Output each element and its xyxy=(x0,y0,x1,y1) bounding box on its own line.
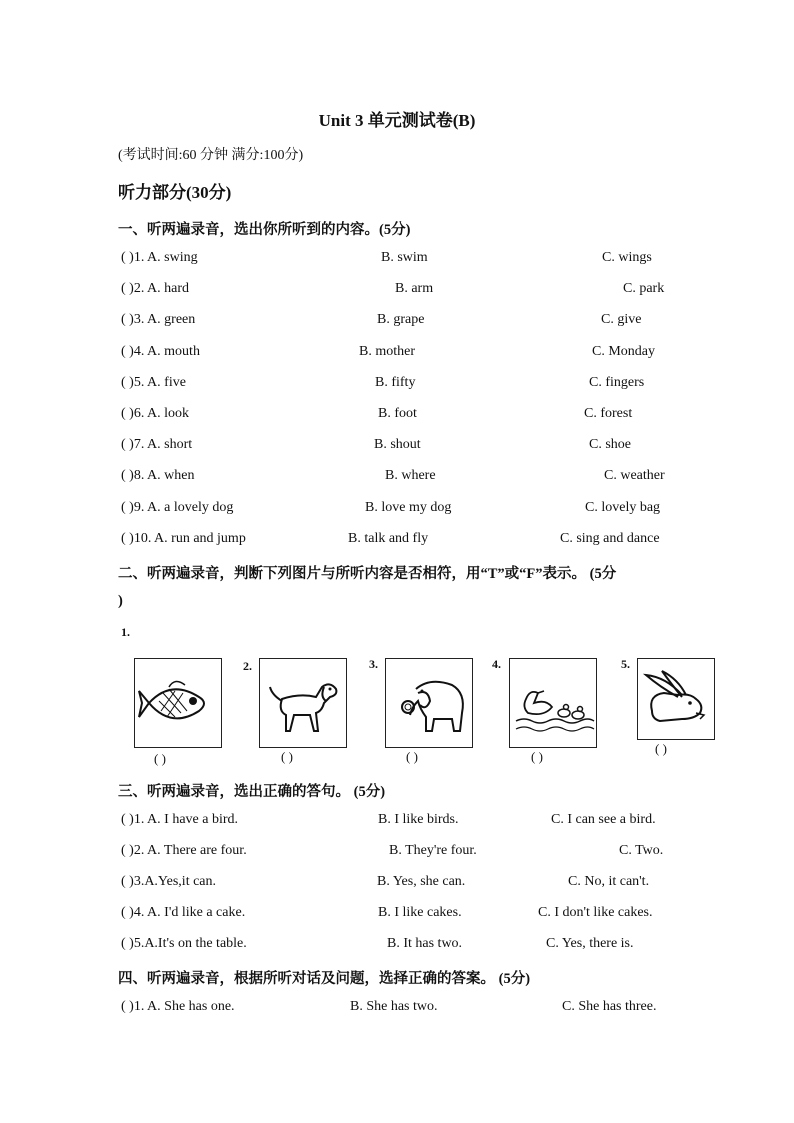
picture-label-5: 5. xyxy=(621,657,630,671)
part-heading-listening: 听力部分(30分) xyxy=(118,183,232,202)
section-2-heading: 二、听两遍录音，判断下列图片与所听内容是否相符，用“T”或“F”表示。 (5分 xyxy=(118,566,617,582)
answer-blank-1[interactable]: ( ) xyxy=(154,751,166,766)
picture-label-4: 4. xyxy=(492,657,501,671)
section-3-heading: 三、听两遍录音，选出正确的答句。 (5分) xyxy=(118,784,386,800)
answer-blank-2[interactable]: ( ) xyxy=(281,749,293,764)
section-2-heading-cont: ) xyxy=(118,593,123,609)
picture-label-1: 1. xyxy=(121,625,130,639)
ducks-icon xyxy=(509,658,597,748)
answer-blank-4[interactable]: ( ) xyxy=(531,749,543,764)
section-1-heading: 一、听两遍录音，选出你所听到的内容。(5分) xyxy=(118,222,411,238)
answer-blank-3[interactable]: ( ) xyxy=(406,749,418,764)
page-title: Unit 3 单元测试卷(B) xyxy=(318,111,476,130)
answer-blank-5[interactable]: ( ) xyxy=(655,741,667,756)
picture-label-3: 3. xyxy=(369,657,378,671)
elephant-icon xyxy=(385,658,473,748)
picture-label-2: 2. xyxy=(243,659,252,673)
exam-info: (考试时间:60 分钟 满分:100分) xyxy=(118,148,304,163)
fish-icon xyxy=(134,658,222,748)
rabbit-icon xyxy=(637,658,715,740)
dog-icon xyxy=(259,658,347,748)
section-4-heading: 四、听两遍录音，根据所听对话及问题，选择正确的答案。 (5分) xyxy=(118,971,531,987)
